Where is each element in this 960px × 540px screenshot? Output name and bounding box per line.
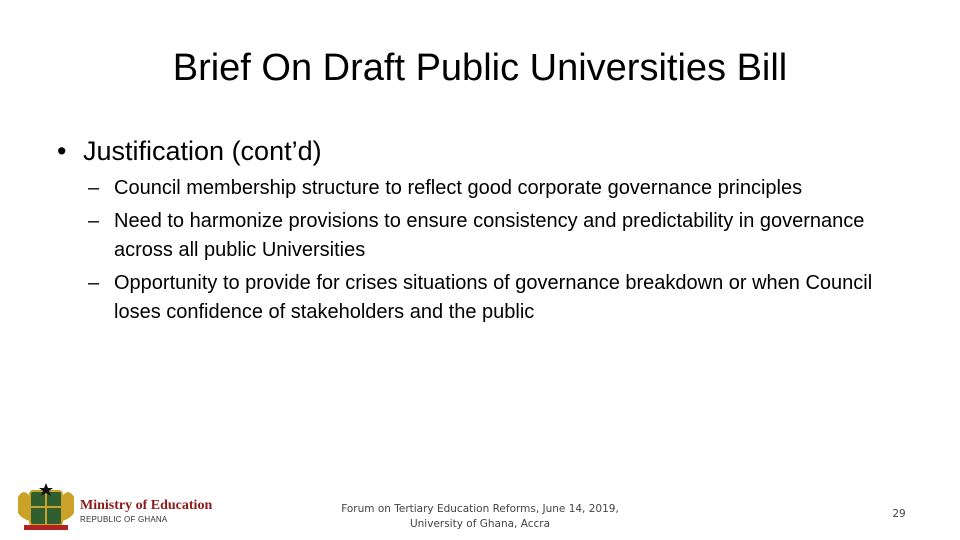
- sub-bullet-list: [88, 174, 898, 331]
- sub-bullet: [88, 269, 898, 327]
- footer-caption: [330, 502, 630, 532]
- dash-marker: –: [88, 272, 100, 294]
- sub-bullet-text: Need to harmonize provisions to ensure consistency and predictability in governance across all public Universities: [114, 210, 865, 261]
- main-bullet-text: Justification (cont’d): [83, 136, 322, 166]
- sub-bullet: [88, 174, 898, 203]
- footer-line-1: Forum on Tertiary Education Reforms, June 14, 2019,: [341, 503, 619, 515]
- bullet-dot: •: [57, 136, 67, 166]
- republic-label: REPUBLIC OF GHANA: [80, 515, 168, 524]
- sub-bullet-text: Opportunity to provide for crises situations of governance breakdown or when Council loses confidence of stakeholders and the public: [114, 272, 873, 323]
- ministry-logo: [16, 483, 226, 531]
- sub-bullet-text: Council membership structure to reflect good corporate governance principles: [114, 177, 803, 199]
- main-bullet: [57, 134, 917, 168]
- ministry-name: Ministry of Education: [80, 498, 213, 513]
- dash-marker: –: [88, 177, 100, 199]
- footer-line-2: University of Ghana, Accra: [409, 518, 551, 530]
- dash-marker: –: [88, 210, 100, 232]
- coat-of-arms-icon: [16, 483, 76, 531]
- page-number: 29: [892, 508, 906, 520]
- slide-title: Brief On Draft Public Universities Bill: [172, 47, 788, 89]
- sub-bullet: [88, 207, 898, 265]
